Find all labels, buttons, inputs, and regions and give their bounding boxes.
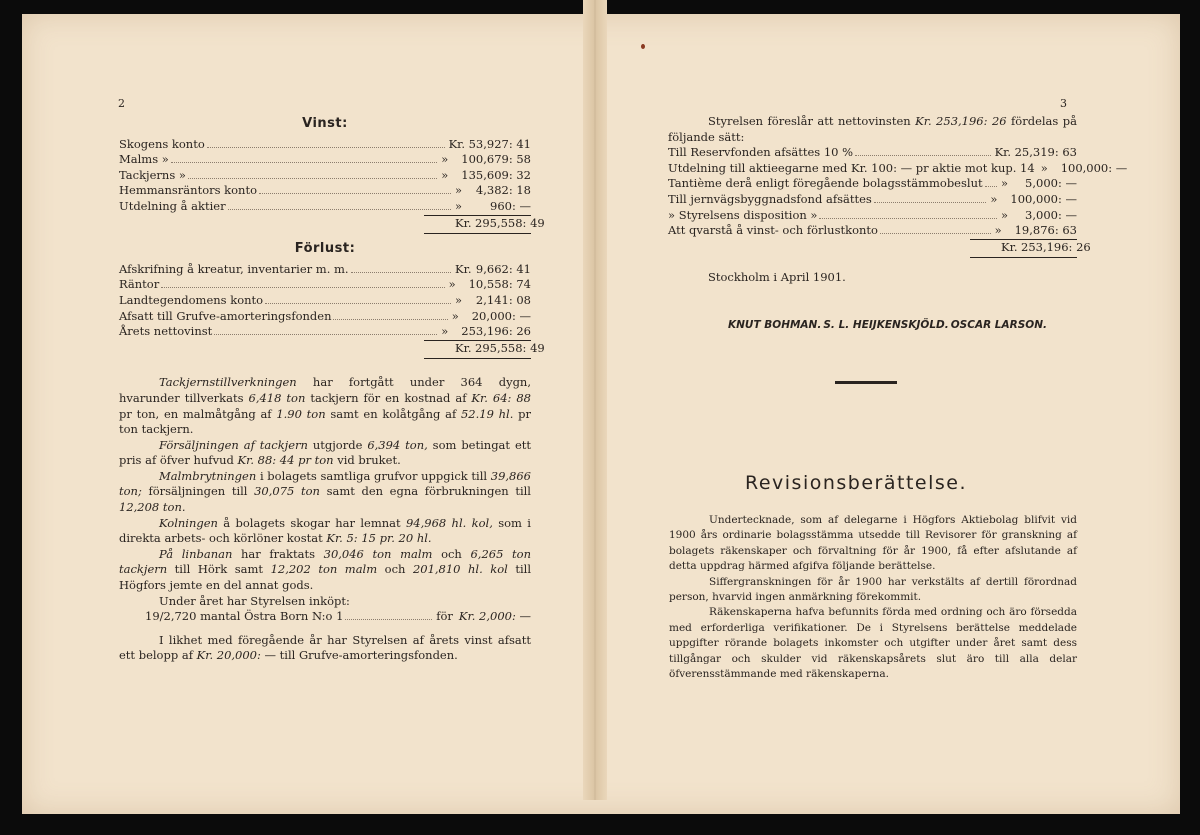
forlust-total-amount: 295,558: 49: [475, 340, 545, 355]
forlust-table: [119, 262, 531, 340]
proposal-amount: 100,000: —: [1060, 160, 1128, 175]
vinst-row: [119, 168, 531, 184]
paragraph-malmbrytning: Malmbrytningen i bolagets samtliga grufvor uppgick till 39,866 ton; försäljningen till 30,075 ton samt den egna förbrukningen till 12,208 ton.: [119, 468, 531, 515]
leader-dots: [188, 178, 437, 179]
vinst-row: [119, 199, 531, 215]
signatures: [668, 318, 1077, 334]
forlust-total-currency: Kr.: [455, 340, 472, 355]
leader-dots: [874, 202, 987, 203]
proposal-amount: 100,000: —: [1010, 191, 1077, 206]
leader-dots: [259, 193, 451, 194]
forlust-currency: »: [451, 308, 459, 323]
leader-dots: [333, 319, 447, 320]
forlust-heading: Förlust:: [294, 241, 356, 257]
proposal-total-currency: Kr.: [1001, 239, 1018, 254]
ornament-divider: [835, 381, 897, 384]
forlust-row: [119, 262, 531, 278]
proposal-row: [668, 145, 1077, 161]
vinst-label: Utdelning å aktier: [119, 198, 226, 213]
leader-dots: [214, 334, 437, 335]
paragraph-linbana: På linbanan har fraktats 30,046 ton malm och 6,265 ton tackjern till Hörk samt 12,202 ton malm och 201,810 hl. kol till Högfors jemte en del annat gods.: [119, 546, 531, 593]
leader-dots: [855, 155, 991, 156]
vinst-amount: 53,927: 41: [468, 136, 531, 151]
forlust-row: [119, 293, 531, 309]
proposal-currency: »: [1040, 160, 1048, 175]
vinst-row: [119, 183, 531, 199]
vinst-label: Skogens konto: [119, 136, 205, 151]
proposal-label: Till Reservfonden afsättes 10 %: [668, 145, 854, 160]
proposal-amount: 25,319: 63: [1014, 145, 1077, 160]
vinst-row: [119, 137, 531, 153]
vinst-total-currency: Kr.: [455, 215, 472, 230]
vinst-currency: Kr.: [448, 136, 466, 151]
vinst-amount: 960: —: [490, 198, 531, 213]
purchase-row: 19/2,720 mantal Östra Born N:o 1 för Kr. 2,000: —: [145, 609, 531, 624]
leader-dots: [985, 186, 997, 187]
vinst-label: Malms »: [119, 152, 169, 167]
vinst-total: [119, 215, 545, 232]
proposal-row: [668, 208, 1077, 224]
forlust-label: Afsatt till Grufve-amorteringsfonden: [119, 308, 332, 323]
proposal-label: » Styrelsens disposition »: [668, 207, 818, 222]
proposal-row: [668, 176, 1077, 192]
proposal-currency: »: [1001, 176, 1009, 191]
page-number-left: 2: [118, 97, 125, 110]
vinst-currency: »: [455, 198, 463, 213]
forlust-currency: Kr.: [455, 261, 472, 276]
ink-spot: [641, 44, 645, 49]
forlust-label: Landtegendomens konto: [119, 292, 264, 307]
vinst-table: [119, 137, 531, 215]
page-number-right: 3: [1060, 97, 1067, 110]
revision-body: [669, 513, 1077, 682]
forlust-label: Årets nettovinst: [119, 324, 213, 339]
book-gutter: [583, 0, 607, 800]
leader-dots: [171, 162, 437, 163]
leader-dots: [351, 272, 451, 273]
proposal-amount: 19,876: 63: [1014, 223, 1077, 238]
forlust-total: [119, 340, 545, 357]
proposal-amount: 5,000: —: [1025, 176, 1077, 191]
proposal-currency: »: [990, 191, 998, 206]
forlust-label: Räntor: [119, 277, 160, 292]
vinst-currency: »: [441, 167, 449, 182]
proposal-total-amount: 253,196: 26: [1021, 239, 1091, 254]
proposal-total: [668, 239, 1091, 256]
proposal-currency: »: [1001, 207, 1009, 222]
forlust-amount: 10,558: 74: [468, 277, 531, 292]
proposal-currency: Kr.: [994, 145, 1012, 160]
proposal-table: [668, 145, 1128, 239]
proposal-row: [668, 192, 1077, 208]
forlust-row: [119, 277, 531, 293]
leader-dots: [228, 209, 451, 210]
forlust-amount: 20,000: —: [471, 308, 531, 323]
proposal-label: Tantième derå enligt föregående bolagsstämmobeslut: [668, 176, 983, 191]
vinst-heading: Vinst:: [302, 116, 348, 131]
proposal-label: Till jernvägsbyggnadsfond afsättes: [668, 191, 872, 206]
paragraph-inkopt: Under året har Styrelsen inköpt:: [159, 593, 350, 608]
revision-paragraph: Siffergranskningen för år 1900 har verkstälts af dertill förordnad person, hvarvid ingen anmärkning förekommit.: [669, 575, 1077, 604]
proposal-currency: »: [994, 223, 1002, 238]
left-page: [119, 116, 545, 664]
vinst-amount: 135,609: 32: [461, 167, 531, 182]
forlust-currency: »: [441, 324, 449, 339]
vinst-currency: »: [441, 152, 449, 167]
vinst-amount: 100,679: 58: [461, 152, 531, 167]
proposal-amount: 3,000: —: [1025, 207, 1077, 222]
paragraph-kolning: Kolningen å bolagets skogar har lemnat 94,968 hl. kol, som i direkta arbets- och körlöner kostat Kr. 5: 15 pr. 20 hl.: [119, 515, 531, 546]
forlust-label: Afskrifning å kreatur, inventarier m. m.: [119, 261, 349, 276]
vinst-currency: »: [455, 183, 463, 198]
leader-dots: [265, 303, 451, 304]
proposal-label: Att qvarstå å vinst- och förlustkonto: [668, 223, 878, 238]
vinst-total-amount: 295,558: 49: [475, 215, 545, 230]
signature: KNUT BOHMAN.: [728, 318, 822, 331]
revision-paragraph: Undertecknade, som af delegarne i Högfors Aktiebolag blifvit vid 1900 års ordinarie bolagsstämma utsedde till Revisorer för granskning af bolagets räkenskaper och förvaltning för år 1900, få efter afslutande af detta uppdrag härmed afgifva följande berättelse.: [669, 514, 1077, 573]
proposal-row: [668, 223, 1077, 239]
proposal-intro: Styrelsen föreslår att nettovinsten Kr. 253,196: 26 fördelas på följande sätt:: [668, 114, 1077, 144]
forlust-currency: »: [448, 277, 456, 292]
leader-dots: [880, 233, 991, 234]
right-page: [668, 114, 1128, 334]
signature: S. L. HEIJKENSKJÖLD.: [823, 318, 949, 331]
proposal-label: Utdelning till aktieegarne med Kr. 100: — pr aktie mot kup. 14: [668, 160, 1035, 175]
paragraph-forsaljning: Försäljningen af tackjern utgjorde 6,394 ton, som betingat ett pris af öfver hufvud Kr. 88: 44 pr ton vid bruket.: [119, 437, 531, 468]
forlust-row: [119, 324, 531, 340]
revision-title: Revisionsberättelse.: [744, 472, 967, 494]
forlust-amount: 2,141: 08: [475, 292, 531, 307]
proposal-row: [668, 160, 1128, 177]
place-date: Stockholm i April 1901.: [708, 270, 846, 285]
signature: OSCAR LARSON.: [950, 318, 1047, 331]
revision-paragraph: Räkenskaperna hafva befunnits förda med ordning och äro försedda med erforderliga verifikationer. De i Styrelsens berättelse meddelade uppgifter rörande bolagets inkomster och utgifter under året samt dess tillgångar och skulder vid räkenskapsårets slut äro till alla delar öfverensstämmande med räkenskaperna.: [669, 606, 1077, 681]
forlust-amount: 9,662: 41: [475, 261, 531, 276]
vinst-label: Hemmansräntors konto: [119, 183, 258, 198]
forlust-row: [119, 309, 531, 325]
leader-dots: [161, 287, 444, 288]
forlust-amount: 253,196: 26: [461, 324, 531, 339]
vinst-row: [119, 152, 531, 168]
vinst-amount: 4,382: 18: [475, 183, 531, 198]
leader-dots: [207, 147, 445, 148]
paragraph-tackjern: Tackjernstillverkningen har fortgått under 364 dygn, hvarunder tillverkats 6,418 ton tackjern för en kostnad af Kr. 64: 88 pr ton, en malmåtgång af 1.90 ton samt en kolåtgång af 52.19 hl. pr ton tackjern.: [119, 375, 531, 437]
forlust-currency: »: [455, 292, 463, 307]
paragraph-amortering: I likhet med föregående år har Styrelsen af årets vinst afsatt ett belopp af Kr. 20,000: — till Grufve-amorteringsfonden.: [119, 632, 531, 663]
leader-dots: [819, 218, 997, 219]
vinst-label: Tackjerns »: [119, 167, 186, 182]
